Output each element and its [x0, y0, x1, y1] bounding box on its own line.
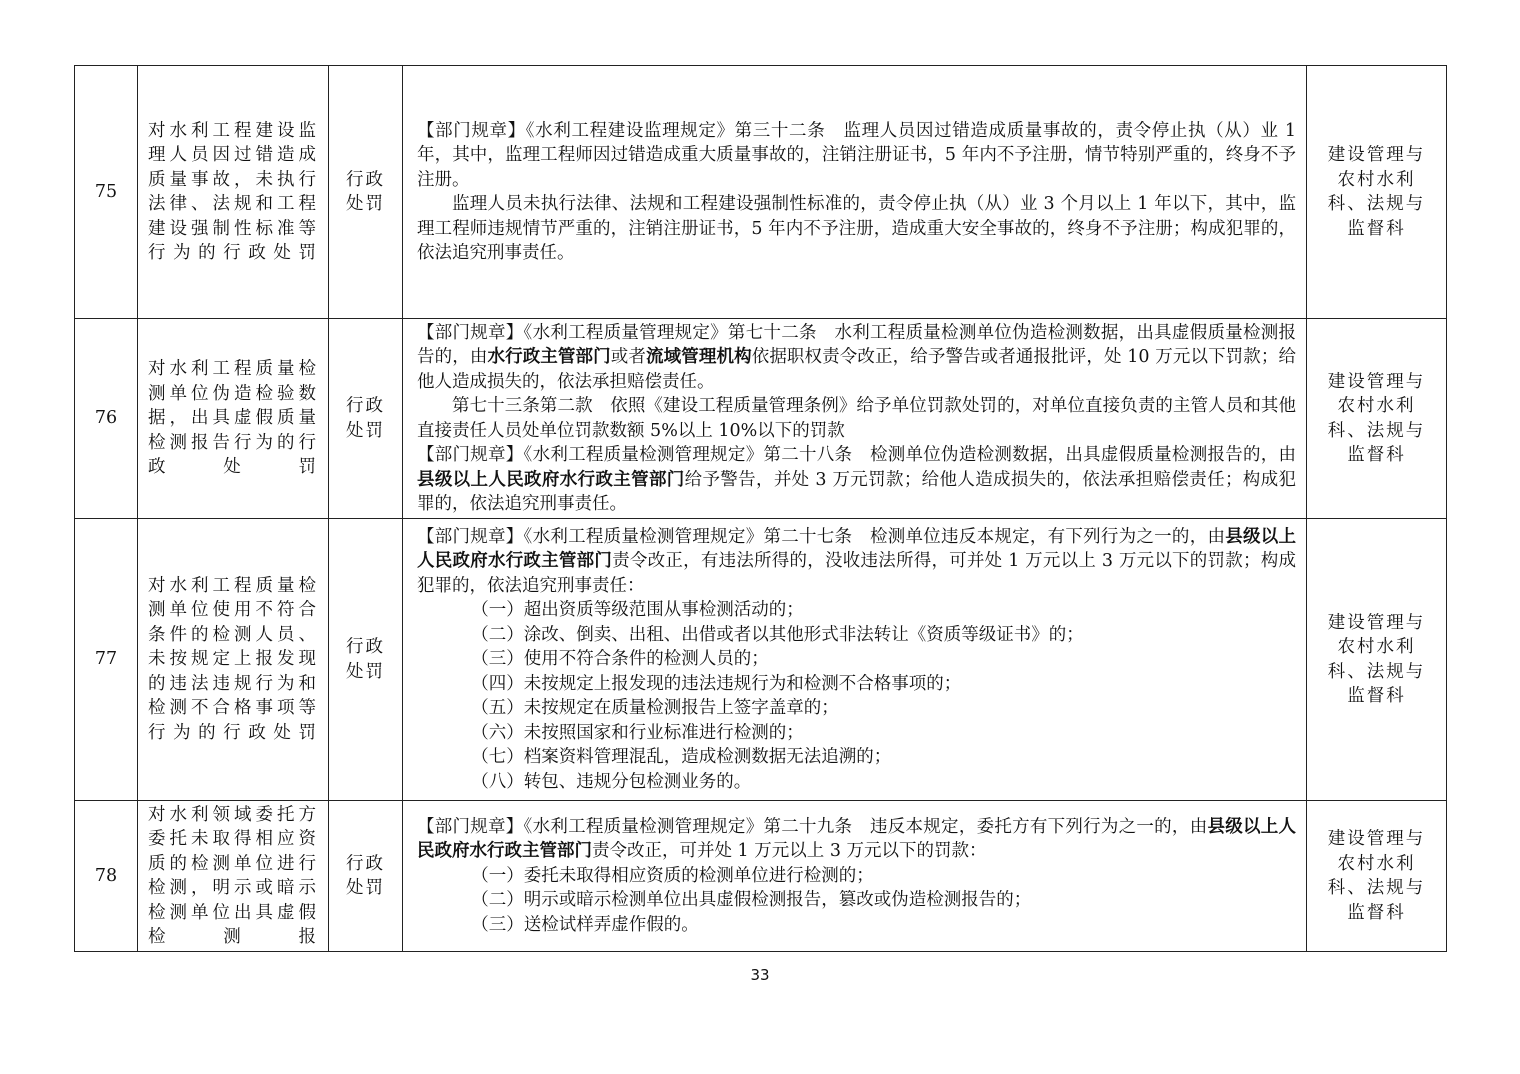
basis-paragraph — [417, 321, 1296, 395]
table-row — [75, 319, 1447, 519]
legal-basis — [403, 319, 1307, 519]
penalty-type-line: 处罚 — [346, 878, 385, 898]
basis-text: 责令改正，可并处 1 万元以上 3 万元以下的罚款： — [592, 841, 987, 862]
table-row — [75, 519, 1447, 801]
penalty-type-line: 行政 — [346, 853, 385, 874]
penalty-type-line: 行政 — [346, 637, 385, 657]
basis-paragraph — [417, 525, 1296, 599]
legal-basis — [403, 801, 1307, 952]
list-item: （六）未按照国家和行业标准进行检测的； — [471, 722, 804, 743]
item-name: 对水利工程建设监理人员因过错造成质量事故，未执行法律、法规和工程建设强制性标准等行为的行政处罚 — [138, 66, 329, 319]
authority-bold: 水行政主管部门 — [487, 347, 611, 367]
penalty-type — [329, 319, 403, 519]
penalty-type-line: 行政 — [346, 169, 385, 190]
page-number: 33 — [750, 966, 770, 984]
basis-paragraph: 第七十三条第二款 依照《建设工程质量管理条例》给予单位罚款处罚的，对单位直接负责的主管人员和其他直接责任人员处单位罚款数额 5%以上 10%以下的罚款 — [417, 396, 1296, 441]
list-item: （三）使用不符合条件的检测人员的； — [471, 649, 769, 670]
basis-text: 【部门规章】《水利工程质量检测管理规定》第二十八条 检测单位伪造检测数据，出具虚假质量检测报告的，由 — [417, 445, 1296, 465]
basis-paragraph: 监理人员未执行法律、法规和工程建设强制性标准的，责令停止执（从）业 3 个月以上 1 年以下，其中，监理工程师违规情节严重的，注销注册证书，5 年内不予注册，造成重大安全事故的，终身不予注册；构成犯罪的，依法追究刑事责任。 — [417, 194, 1296, 263]
row-number: 75 — [75, 66, 138, 319]
list-item: （五）未按规定在质量检测报告上签字盖章的； — [471, 698, 839, 719]
table-row — [75, 801, 1447, 952]
authority-bold: 县级以上人民政府水行政主管部门 — [417, 526, 1296, 572]
penalty-type — [329, 801, 403, 952]
list-item: （八）转包、违规分包检测业务的。 — [471, 771, 752, 792]
table-row — [75, 66, 1447, 319]
basis-text: 【部门规章】《水利工程质量检测管理规定》第二十九条 违反本规定，委托方有下列行为之一的，由 — [417, 816, 1208, 837]
list-item: （七）档案资料管理混乱，造成检测数据无法追溯的； — [471, 747, 892, 768]
responsible-department: 建设管理与农村水利科、法规与监督科 — [1307, 519, 1447, 801]
basis-paragraph: 【部门规章】《水利工程建设监理规定》第三十二条 监理人员因过错造成质量事故的，责令停止执（从）业 1 年，其中，监理工程师因过错造成重大质量事故的，注销注册证书，5 年内不予注册，情节特别严重的，终身不予注册。 — [417, 120, 1296, 190]
row-number: 78 — [75, 801, 138, 952]
row-number: 77 — [75, 519, 138, 801]
responsible-department: 建设管理与农村水利科、法规与监督科 — [1307, 66, 1447, 319]
penalty-type — [329, 66, 403, 319]
list-item: （一）委托未取得相应资质的检测单位进行检测的； — [471, 865, 874, 886]
penalty-type-line: 行政 — [346, 396, 385, 416]
penalty-type-line: 处罚 — [346, 420, 385, 441]
legal-basis — [403, 519, 1307, 801]
authority-bold: 县级以上人民政府水行政主管部门 — [417, 816, 1297, 862]
basis-text: 责令改正，有违法所得的，没收违法所得，可并处 1 万元以上 3 万元以下的罚款；构成犯罪的，依法追究刑事责任： — [417, 551, 1296, 596]
list-item: （三）送检试样弄虚作假的。 — [471, 914, 699, 935]
basis-text: 【部门规章】《水利工程质量检测管理规定》第二十七条 检测单位违反本规定，有下列行为之一的，由 — [417, 526, 1226, 547]
list-item: （二）涂改、倒卖、出租、出借或者以其他形式非法转让《资质等级证书》的； — [471, 624, 1084, 645]
basis-text: 或者 — [610, 347, 647, 367]
basis-paragraph — [417, 443, 1296, 517]
authority-bold: 流域管理机构 — [646, 347, 752, 367]
penalty-type-line: 处罚 — [346, 194, 385, 214]
responsible-department: 建设管理与农村水利科、法规与监督科 — [1307, 319, 1447, 519]
penalty-type — [329, 519, 403, 801]
list-item: （二）明示或暗示检测单位出具虚假检测报告，篡改或伪造检测报告的； — [471, 890, 1032, 911]
row-number: 76 — [75, 319, 138, 519]
basis-text: 给予警告，并处 3 万元罚款；给他人造成损失的，依法承担赔偿责任；构成犯罪的，依法追究刑事责任。 — [417, 469, 1296, 514]
list-item: （四）未按规定上报发现的违法违规行为和检测不合格事项的； — [471, 673, 962, 694]
basis-text: 依据职权责令改正，给予警告或者通报批评，处 10 万元以下罚款；给他人造成损失的，依法承担赔偿责任。 — [417, 347, 1297, 392]
penalty-type-line: 处罚 — [346, 661, 385, 682]
item-name: 对水利工程质量检测单位伪造检验数据，出具虚假质量检测报告行为的行政处罚 — [138, 319, 329, 519]
item-name: 对水利领域委托方委托未取得相应资质的检测单位进行检测，明示或暗示检测单位出具虚假检测报 — [138, 801, 329, 952]
list-item: （一）超出资质等级范围从事检测活动的； — [471, 600, 804, 621]
penalty-table — [74, 65, 1447, 952]
authority-bold: 县级以上人民政府水行政主管部门 — [417, 469, 685, 490]
responsible-department: 建设管理与农村水利科、法规与监督科 — [1307, 801, 1447, 952]
legal-basis — [403, 66, 1307, 319]
item-name: 对水利工程质量检测单位使用不符合条件的检测人员、未按规定上报发现的违法违规行为和检测不合格事项等行为的行政处罚 — [138, 519, 329, 801]
basis-text: 【部门规章】《水利工程质量管理规定》第七十二条 水利工程质量检测单位伪造检测数据，出具虚假质量检测报告的，由 — [417, 322, 1296, 367]
basis-paragraph — [417, 815, 1296, 864]
